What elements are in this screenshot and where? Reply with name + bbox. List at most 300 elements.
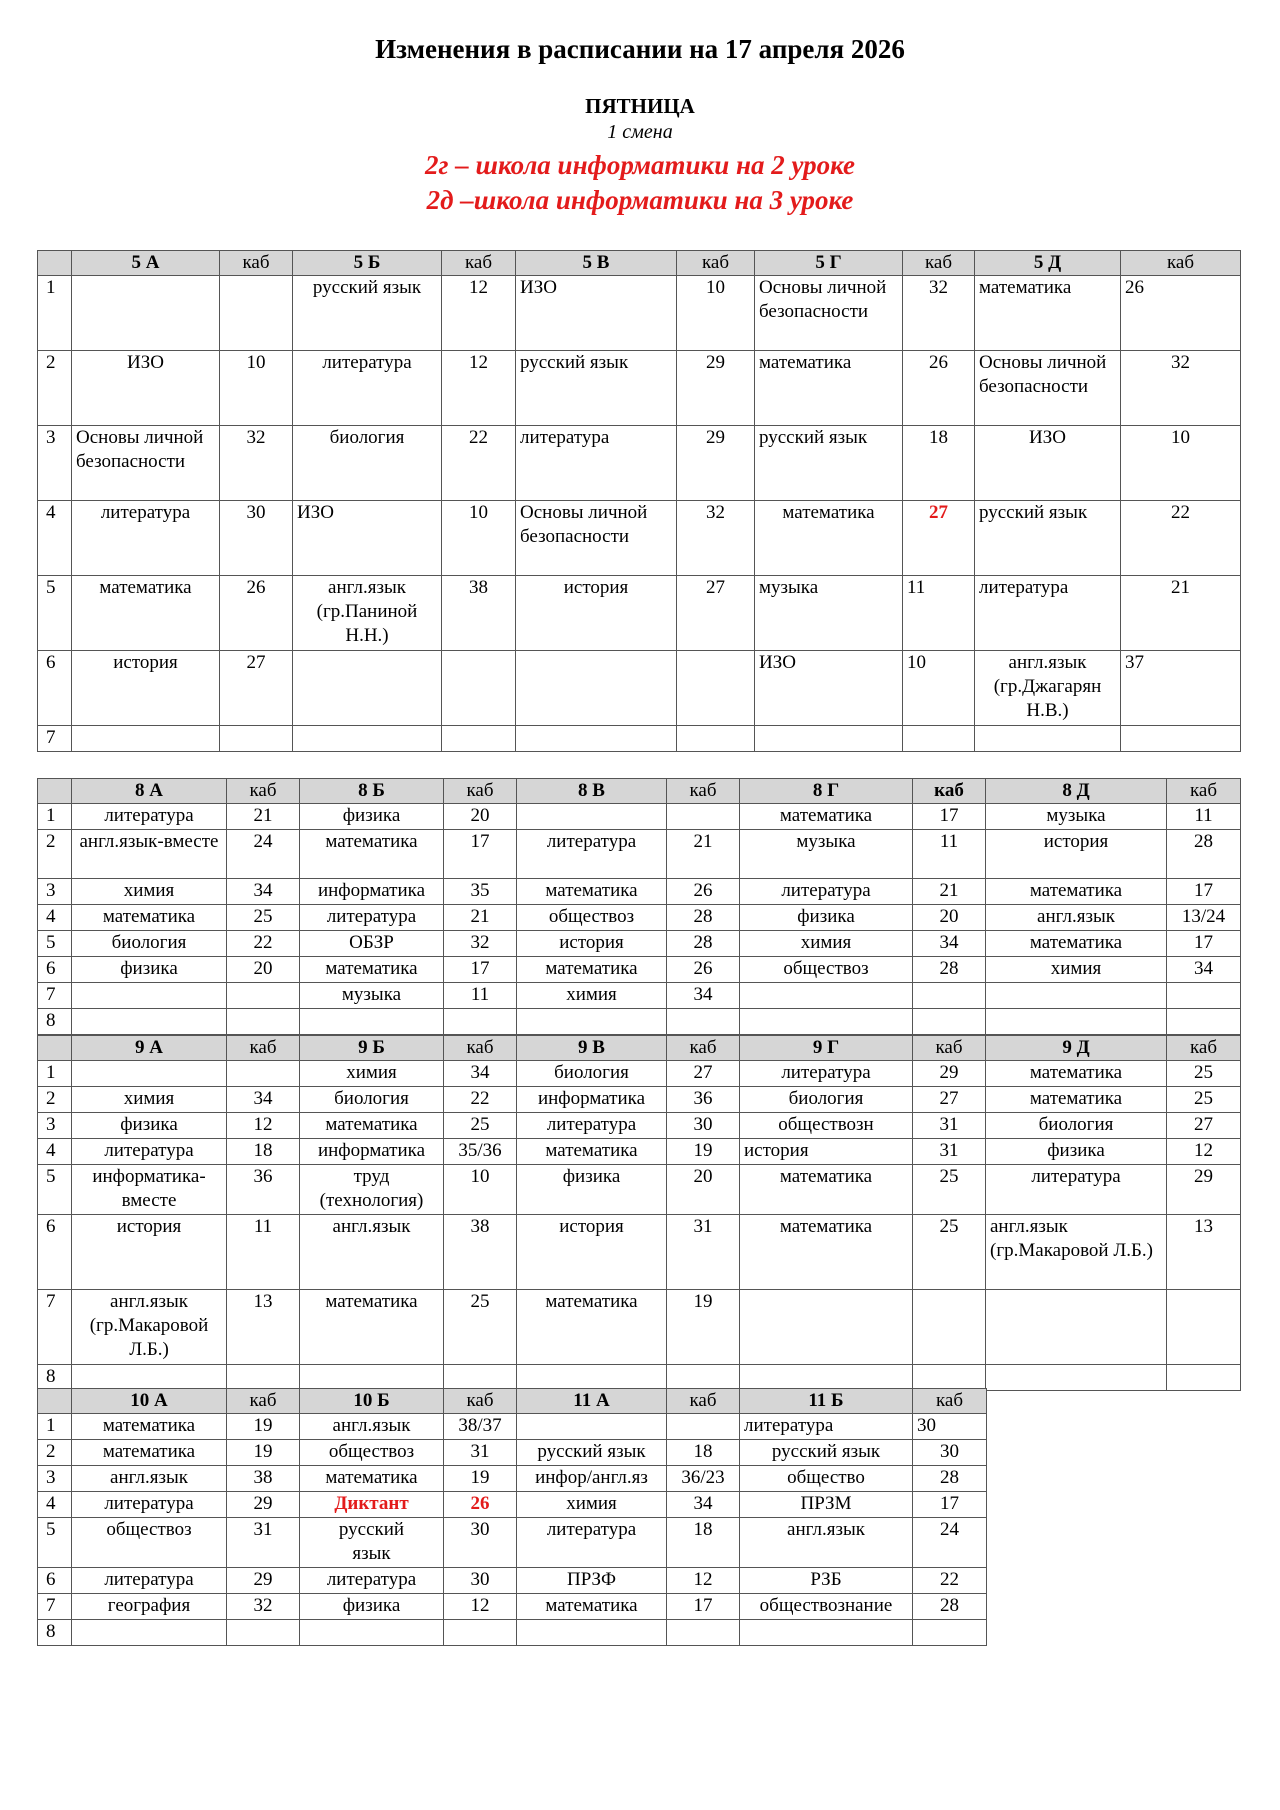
room-cell: 34 [667,983,740,1009]
room-cell [903,726,975,752]
subject-cell: физика [740,905,913,931]
room-header: каб [444,1036,517,1061]
table-row [38,1594,987,1620]
room-cell: 28 [1167,830,1241,879]
room-cell: 19 [667,1290,740,1365]
subject-cell: математика [300,1466,444,1492]
room-cell: 35/36 [444,1139,517,1165]
subject-cell: математика [517,879,667,905]
subject-cell: ИЗО [975,426,1121,501]
subject-cell [72,276,220,351]
subject-cell [986,1009,1167,1035]
room-cell: 29 [227,1492,300,1518]
subject-cell [740,1290,913,1365]
room-cell: 20 [667,1165,740,1215]
room-cell: 25 [227,905,300,931]
room-cell: 32 [1121,351,1241,426]
room-cell [1167,983,1241,1009]
room-cell: 18 [667,1440,740,1466]
room-cell: 21 [1121,576,1241,651]
subject-cell: ИЗО [72,351,220,426]
table-row [38,1518,987,1568]
room-cell [444,1009,517,1035]
lesson-number: 2 [38,830,72,879]
lesson-number: 3 [38,879,72,905]
schedule-table-5 [37,250,1241,752]
room-cell: 13/24 [1167,905,1241,931]
schedule-table-9 [37,1035,1241,1391]
subject-cell: история [986,830,1167,879]
table-row [38,651,1241,726]
class-header: 8 А [72,779,227,804]
lesson-number: 6 [38,651,72,726]
subject-cell: математика [986,931,1167,957]
class-header: 8 Г [740,779,913,804]
room-cell: 27 [667,1061,740,1087]
room-cell: 12 [1167,1139,1241,1165]
subject-cell: труд (технология) [300,1165,444,1215]
room-cell: 21 [227,804,300,830]
subject-cell: англ.язык (гр.Паниной Н.Н.) [293,576,442,651]
subject-cell: обществоз [72,1518,227,1568]
room-cell: 12 [227,1113,300,1139]
lesson-number: 7 [38,1594,72,1620]
subject-cell [740,1009,913,1035]
subject-cell: математика [300,1290,444,1365]
room-cell: 27 [677,576,755,651]
subject-cell: обществоз [300,1440,444,1466]
subject-cell: ИЗО [755,651,903,726]
room-cell: 32 [227,1594,300,1620]
room-cell [227,1009,300,1035]
room-cell: 34 [227,879,300,905]
table-row [38,1215,1241,1290]
room-cell: 17 [667,1594,740,1620]
room-cell: 25 [913,1215,986,1290]
class-header: 10 А [72,1389,227,1414]
subject-cell: математика [517,1290,667,1365]
room-cell: 19 [444,1466,517,1492]
room-cell: 36 [667,1087,740,1113]
room-header: каб [227,1036,300,1061]
corner-cell [38,779,72,804]
subject-cell: Основы личной безопасности [72,426,220,501]
subject-cell: математика [755,351,903,426]
room-cell [677,651,755,726]
room-cell: 31 [913,1113,986,1139]
room-cell [913,983,986,1009]
class-header: 5 Д [975,251,1121,276]
subject-cell: музыка [300,983,444,1009]
class-header: 11 А [517,1389,667,1414]
subject-cell: математика [740,1165,913,1215]
corner-cell [38,1389,72,1414]
subject-cell: химия [986,957,1167,983]
subject-cell [517,1365,667,1391]
subject-cell: англ.язык (гр.Джагарян Н.В.) [975,651,1121,726]
schedule-table-8 [37,778,1241,1035]
subject-cell: математика [72,1440,227,1466]
table-row [38,1414,987,1440]
subject-cell: Основы личной безопасности [975,351,1121,426]
subject-cell [300,1365,444,1391]
room-cell: 28 [667,905,740,931]
room-cell: 29 [677,351,755,426]
subject-cell: химия [740,931,913,957]
subject-cell: русский язык [975,501,1121,576]
subject-cell: русский язык [517,1440,667,1466]
table-header-row [38,251,1241,276]
notice-2d: 2д –школа информатики на 3 уроке [426,185,854,215]
subject-cell: музыка [755,576,903,651]
room-header: каб [667,1036,740,1061]
room-cell: 10 [677,276,755,351]
room-cell: 18 [227,1139,300,1165]
room-cell: 17 [913,804,986,830]
subject-cell: математика [986,879,1167,905]
lesson-number: 2 [38,1440,72,1466]
table-row [38,1365,1241,1391]
subject-cell [740,1365,913,1391]
subject-cell: литература [300,905,444,931]
room-header: каб [227,779,300,804]
room-cell: 28 [913,957,986,983]
room-cell: 38 [227,1466,300,1492]
lesson-number: 6 [38,1215,72,1290]
subject-cell: история [72,651,220,726]
subject-cell: литература [72,1492,227,1518]
room-cell [667,1620,740,1646]
room-cell [1167,1365,1241,1391]
subject-cell [300,1009,444,1035]
room-cell: 12 [442,276,516,351]
room-cell: 22 [227,931,300,957]
subject-cell: общество [740,1466,913,1492]
subject-cell: русский язык [516,351,677,426]
lesson-number: 1 [38,804,72,830]
subject-cell [986,1365,1167,1391]
subject-cell: биология [986,1113,1167,1139]
room-cell: 30 [220,501,293,576]
room-cell: 13 [227,1290,300,1365]
table-row [38,983,1241,1009]
subject-cell: ИЗО [516,276,677,351]
subject-cell: математика [72,576,220,651]
room-cell: 26 [220,576,293,651]
room-cell: 10 [1121,426,1241,501]
class-header: 9 В [517,1036,667,1061]
subject-cell [517,1414,667,1440]
class-header: 9 Д [986,1036,1167,1061]
subject-cell: англ.язык [72,1466,227,1492]
lesson-number: 6 [38,957,72,983]
subject-cell: ОБЗР [300,931,444,957]
room-cell: 34 [1167,957,1241,983]
class-header: 8 Д [986,779,1167,804]
subject-cell: химия [517,1492,667,1518]
subject-cell [72,1061,227,1087]
schedule-table-10-11 [37,1388,987,1646]
class-header: 5 В [516,251,677,276]
subject-cell: обществоз [517,905,667,931]
subject-cell: физика [300,804,444,830]
room-cell: 31 [913,1139,986,1165]
room-cell: 28 [913,1594,987,1620]
room-cell: 11 [444,983,517,1009]
subject-cell: литература [72,1139,227,1165]
room-cell: 25 [913,1165,986,1215]
subject-cell: история [517,1215,667,1290]
table-row [38,804,1241,830]
subject-cell: литература [72,1568,227,1594]
room-cell [677,726,755,752]
room-cell: 22 [442,426,516,501]
subject-cell [293,651,442,726]
subject-cell: физика [72,957,227,983]
subject-cell: информатика [517,1087,667,1113]
subject-cell [72,983,227,1009]
subject-cell: русский язык [300,1518,444,1568]
lesson-number: 3 [38,1466,72,1492]
subject-cell: англ.язык [300,1215,444,1290]
room-cell: 21 [913,879,986,905]
subject-cell: математика [986,1087,1167,1113]
room-cell: 34 [913,931,986,957]
subject-cell: литература [740,1061,913,1087]
subject-cell: обществоз [740,957,913,983]
room-header: каб [1167,1036,1241,1061]
subject-cell [740,983,913,1009]
lesson-number: 7 [38,983,72,1009]
table-row [38,726,1241,752]
room-cell-changed: 26 [444,1492,517,1518]
subject-cell [516,651,677,726]
room-cell: 34 [227,1087,300,1113]
subject-cell: информатика-вместе [72,1165,227,1215]
room-cell [667,804,740,830]
subject-cell: физика [986,1139,1167,1165]
table-header-row [38,1389,987,1414]
room-cell: 31 [227,1518,300,1568]
class-header: 9 А [72,1036,227,1061]
table-row [38,1087,1241,1113]
room-cell [220,276,293,351]
subject-cell: математика [300,957,444,983]
room-cell: 11 [903,576,975,651]
class-header: 9 Г [740,1036,913,1061]
table-row [38,1165,1241,1215]
room-cell: 24 [227,830,300,879]
table-row [38,879,1241,905]
room-cell [667,1009,740,1035]
subject-cell [986,983,1167,1009]
table-header-row [38,779,1241,804]
room-cell: 36 [227,1165,300,1215]
lesson-number: 7 [38,1290,72,1365]
subject-cell: литература [517,830,667,879]
room-cell: 13 [1167,1215,1241,1290]
room-cell: 32 [677,501,755,576]
room-header: каб [444,1389,517,1414]
subject-cell: математика [300,1113,444,1139]
subject-cell: математика [72,1414,227,1440]
lesson-number: 8 [38,1009,72,1035]
room-cell: 19 [667,1139,740,1165]
class-header: 8 В [517,779,667,804]
weekday-label: ПЯТНИЦА [585,94,695,118]
room-header: каб [1121,251,1241,276]
subject-cell: химия [72,879,227,905]
lesson-number: 2 [38,1087,72,1113]
room-header: каб [667,779,740,804]
room-header: каб [444,779,517,804]
room-header: каб [913,1389,987,1414]
lesson-number: 5 [38,1165,72,1215]
subject-cell: литература [516,426,677,501]
room-cell [227,983,300,1009]
subject-cell: литература [293,351,442,426]
room-header: каб [913,779,986,804]
table-row [38,957,1241,983]
room-cell: 26 [903,351,975,426]
room-cell: 26 [1121,276,1241,351]
subject-cell [986,1290,1167,1365]
subject-cell-changed: Диктант [300,1492,444,1518]
room-cell: 11 [913,830,986,879]
subject-cell: информатика [300,879,444,905]
lesson-number: 4 [38,501,72,576]
table-row [38,576,1241,651]
room-cell: 29 [1167,1165,1241,1215]
lesson-number: 4 [38,905,72,931]
subject-cell: математика [72,905,227,931]
room-cell: 26 [667,957,740,983]
room-cell: 22 [1121,501,1241,576]
room-cell: 19 [227,1414,300,1440]
room-cell: 30 [444,1518,517,1568]
class-header: 10 Б [300,1389,444,1414]
room-cell: 32 [220,426,293,501]
subject-cell: англ.язык (гр.Макаровой Л.Б.) [72,1290,227,1365]
table-row [38,426,1241,501]
subject-cell [517,1620,667,1646]
room-cell: 32 [444,931,517,957]
subject-cell: литература [300,1568,444,1594]
table-row [38,830,1241,879]
room-header: каб [220,251,293,276]
lesson-number: 5 [38,931,72,957]
room-cell: 30 [913,1440,987,1466]
table-row [38,1492,987,1518]
subject-cell: математика [517,957,667,983]
room-cell [913,1620,987,1646]
subject-cell: музыка [986,804,1167,830]
room-cell [1121,726,1241,752]
room-cell: 36/23 [667,1466,740,1492]
subject-cell: биология [517,1061,667,1087]
room-cell: 21 [444,905,517,931]
subject-cell: литература [72,501,220,576]
subject-cell: ПРЗФ [517,1568,667,1594]
lesson-number: 1 [38,276,72,351]
room-cell: 10 [444,1165,517,1215]
table-row [38,1113,1241,1139]
shift-label: 1 смена [607,121,673,143]
subject-cell [72,726,220,752]
lesson-number: 1 [38,1414,72,1440]
subject-cell: русский язык [755,426,903,501]
page-title: Изменения в расписании на 17 апреля 2026 [375,34,905,64]
room-header: каб [667,1389,740,1414]
lesson-number: 1 [38,1061,72,1087]
table-row [38,351,1241,426]
room-cell: 38 [442,576,516,651]
subject-cell: англ.язык [986,905,1167,931]
subject-cell: математика [517,1139,667,1165]
room-cell: 37 [1121,651,1241,726]
room-cell: 25 [444,1113,517,1139]
room-cell: 10 [903,651,975,726]
room-cell: 20 [913,905,986,931]
lesson-number: 2 [38,351,72,426]
subject-cell: русский язык [740,1440,913,1466]
subject-cell: литература [975,576,1121,651]
subject-cell: литература [517,1113,667,1139]
room-cell: 34 [444,1061,517,1087]
subject-cell: математика [755,501,903,576]
room-cell: 20 [444,804,517,830]
subject-cell: литература [740,1414,913,1440]
room-cell [227,1620,300,1646]
room-header: каб [227,1389,300,1414]
subject-cell: история [516,576,677,651]
room-cell: 30 [444,1568,517,1594]
room-cell: 19 [227,1440,300,1466]
class-header: 8 Б [300,779,444,804]
room-cell: 31 [444,1440,517,1466]
subject-cell: ПРЗМ [740,1492,913,1518]
room-cell: 17 [444,957,517,983]
subject-cell: математика [517,1594,667,1620]
room-cell: 12 [442,351,516,426]
table-row [38,1009,1241,1035]
room-cell [913,1290,986,1365]
room-header: каб [1167,779,1241,804]
room-cell [913,1365,986,1391]
room-cell [444,1620,517,1646]
lesson-number: 6 [38,1568,72,1594]
room-cell: 38 [444,1215,517,1290]
room-cell [667,1365,740,1391]
subject-cell: физика [517,1165,667,1215]
subject-cell [300,1620,444,1646]
subject-cell: физика [300,1594,444,1620]
subject-cell: англ.язык [740,1518,913,1568]
lesson-number: 4 [38,1492,72,1518]
subject-cell: англ.язык [300,1414,444,1440]
lesson-number: 5 [38,576,72,651]
table-row [38,905,1241,931]
subject-cell: математика [300,830,444,879]
room-cell [444,1365,517,1391]
room-cell: 28 [667,931,740,957]
subject-cell: англ.язык-вместе [72,830,227,879]
subject-cell [517,804,667,830]
notice-2g: 2г – школа информатики на 2 уроке [425,150,855,180]
table-row [38,276,1241,351]
room-cell [442,651,516,726]
room-header: каб [913,1036,986,1061]
